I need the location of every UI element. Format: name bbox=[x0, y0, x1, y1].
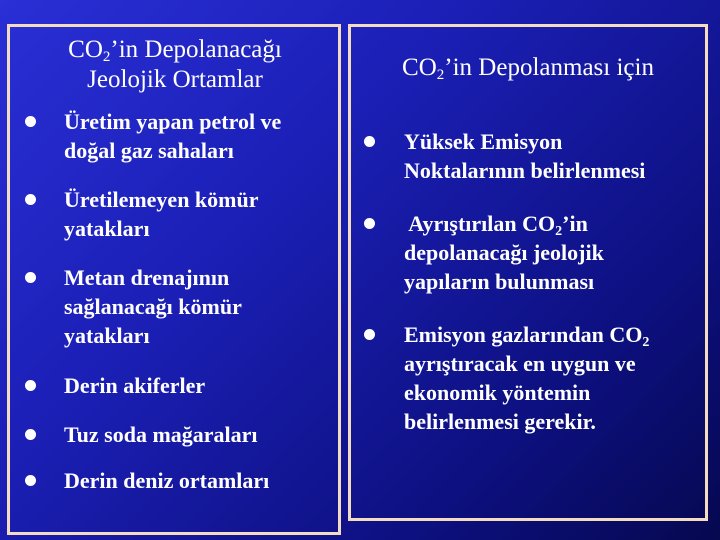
list-item-methane-coal-beds: Metan drenajının sağlanacağı kömür yatakları bbox=[25, 263, 325, 350]
bullet-icon bbox=[364, 136, 375, 147]
bullet-icon bbox=[25, 429, 36, 440]
bullet-icon bbox=[25, 475, 36, 486]
right-panel-title: $CO_2’in$ Depolanması için bbox=[402, 54, 654, 83]
list-item-separation-method: Emisyon gazlarından $CO_2$ ayrıştıracak en uygun ve ekonomik yöntemin belirlenmesi gerekir. bbox=[364, 320, 704, 436]
bullet-icon bbox=[364, 218, 375, 229]
left-title-line2: Jeolojik Ortamlar bbox=[87, 66, 263, 93]
left-panel-title bbox=[10, 35, 340, 95]
list-item-salt-caverns: Tuz soda mağaraları bbox=[25, 420, 325, 449]
list-item-coal-beds: Üretilemeyen kömür yatakları bbox=[25, 185, 325, 243]
list-item-deep-aquifers: Derin akiferler bbox=[25, 371, 325, 400]
list-item-deep-sea: Derin deniz ortamları bbox=[25, 466, 325, 495]
right-item-2-line1: Ayrıştırılan $CO_2’in$ bbox=[404, 211, 588, 239]
bullet-icon bbox=[25, 116, 36, 127]
list-item-oil-gas-fields: Üretim yapan petrol ve doğal gaz sahaları bbox=[25, 107, 325, 165]
bullet-icon bbox=[25, 272, 36, 283]
bullet-icon bbox=[25, 380, 36, 391]
bullet-icon bbox=[25, 194, 36, 205]
list-item-emission-points: Yüksek Emisyon Noktalarının belirlenmesi bbox=[364, 127, 704, 185]
bullet-icon bbox=[364, 329, 375, 340]
left-title-line1: $CO_2’in$ Depolanacağı bbox=[68, 36, 282, 65]
list-item-geologic-structures: Ayrıştırılan $CO_2’in$ depolanacağı jeolojik yapıların bulunması bbox=[364, 209, 704, 296]
right-item-3-line1: Emisyon gazlarından $CO_2$ bbox=[404, 322, 650, 350]
